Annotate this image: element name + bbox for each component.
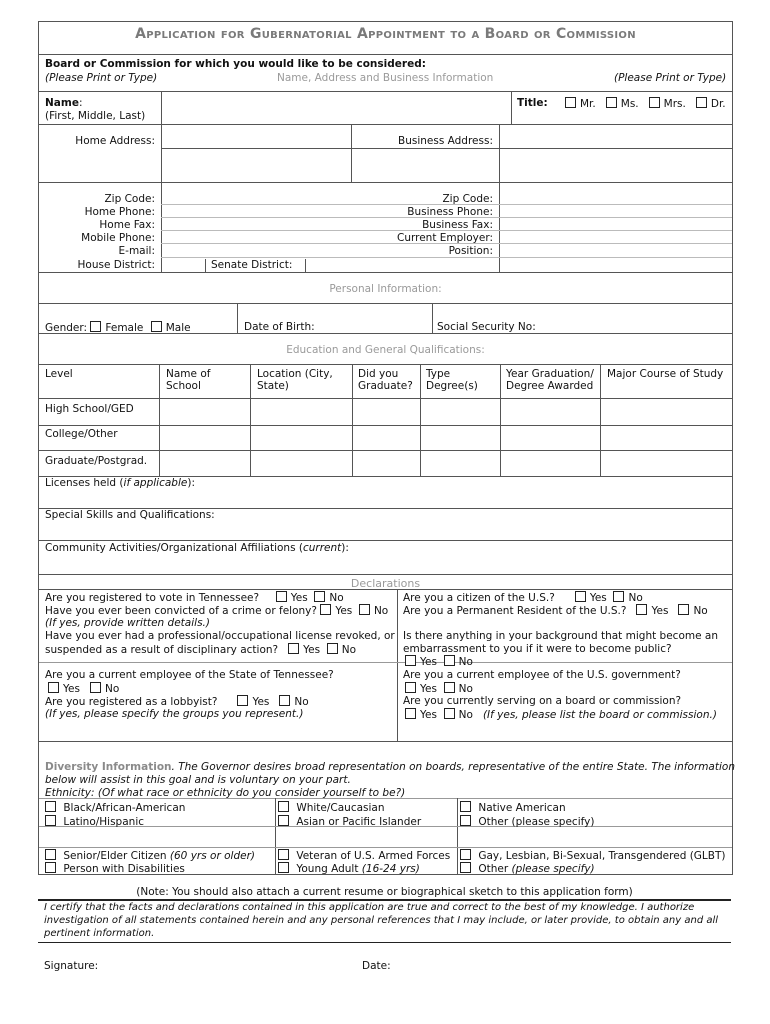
asian-checkbox[interactable] <box>278 815 289 826</box>
female-checkbox[interactable] <box>90 321 101 332</box>
house-district-label: House District: <box>77 259 155 271</box>
ethnicity-latino: Latino/Hispanic <box>45 815 144 828</box>
date-of-birth-label: Date of Birth: <box>244 321 315 333</box>
crime-question: Have you ever been convicted of a crime or felony? Yes No <box>45 605 389 617</box>
citizen-question: Are you a citizen of the U.S.? Yes No <box>403 592 643 604</box>
col-school-name: Name of School <box>166 368 211 392</box>
white-checkbox[interactable] <box>278 801 289 812</box>
business-fax-label: Business Fax: <box>422 219 493 231</box>
certification-line3: pertinent information. <box>44 928 155 939</box>
vote-question: Are you registered to vote in Tennessee? Yes No <box>45 592 344 604</box>
background-options: Yes No <box>405 655 473 668</box>
resident-yes-checkbox[interactable] <box>636 604 647 615</box>
current-employer-label: Current Employer: <box>397 232 493 244</box>
position-label: Position: <box>448 245 493 257</box>
row-graduate: Graduate/Postgrad. <box>45 455 148 467</box>
veteran-option: Veteran of U.S. Armed Forces <box>278 849 450 862</box>
ssn-label: Social Security No: <box>437 321 536 333</box>
citizen-yes-checkbox[interactable] <box>575 591 586 602</box>
mobile-phone-label: Mobile Phone: <box>81 232 155 244</box>
signature-label: Signature: <box>44 960 99 972</box>
us-employee-question: Are you a current employee of the U.S. government? <box>403 669 681 681</box>
state-emp-no-checkbox[interactable] <box>90 682 101 693</box>
background-no-checkbox[interactable] <box>444 655 455 666</box>
education-section: Education and General Qualifications: <box>286 344 485 356</box>
business-address-field[interactable] <box>501 150 729 180</box>
black-checkbox[interactable] <box>45 801 56 812</box>
vote-yes-checkbox[interactable] <box>276 591 287 602</box>
glbt-checkbox[interactable] <box>460 849 471 860</box>
application-form <box>38 21 733 875</box>
state-employee-options: Yes No <box>48 682 119 695</box>
date-label: Date: <box>362 960 391 972</box>
other-option: Other (please specify) <box>460 862 595 875</box>
latino-checkbox[interactable] <box>45 815 56 826</box>
ethnicity-black: Black/African-American <box>45 801 185 814</box>
home-address-field[interactable] <box>163 150 349 180</box>
crime-note: (If yes, provide written details.) <box>45 617 210 629</box>
ethnicity-other-checkbox[interactable] <box>460 815 471 826</box>
serving-question: Are you currently serving on a board or commission? <box>403 695 682 707</box>
lobbyist-note: (If yes, please specify the groups you represent.) <box>45 708 304 720</box>
license-yes-checkbox[interactable] <box>288 643 299 654</box>
form-title: Application for Gubernatorial Appointment to a Board or Commission <box>135 26 636 42</box>
business-phone-label: Business Phone: <box>407 206 493 218</box>
attachment-note: (Note: You should also attach a current resume or biographical sketch to this application form) <box>136 886 633 898</box>
background-yes-checkbox[interactable] <box>405 655 416 666</box>
print-instruction-left: (Please Print or Type) <box>45 72 158 84</box>
ethnicity-native: Native American <box>460 801 566 814</box>
row-high-school: High School/GED <box>45 403 134 415</box>
crime-yes-checkbox[interactable] <box>320 604 331 615</box>
resident-no-checkbox[interactable] <box>678 604 689 615</box>
license-revoked-question-line1: Have you ever had a professional/occupational license revoked, or <box>45 630 395 642</box>
disability-checkbox[interactable] <box>45 862 56 873</box>
serving-yes-checkbox[interactable] <box>405 708 416 719</box>
diversity-intro: Diversity Information. The Governor desires broad representation on boards, representative of the entire State. The information <box>45 761 735 773</box>
license-revoked-question-line2: suspended as a result of disciplinary action? Yes No <box>45 644 357 656</box>
skills-label: Special Skills and Qualifications: <box>45 509 215 521</box>
licenses-label: Licenses held (if applicable): <box>45 477 195 489</box>
ethnicity-other: Other (please specify) <box>460 815 594 828</box>
col-degree-type: Type Degree(s) <box>426 368 478 392</box>
title-options: Mr. Ms. Mrs. Dr. <box>565 97 726 110</box>
certification-line1: I certify that the facts and declarations contained in this application are true and correct to the best of my knowledge. I authorize <box>44 902 695 913</box>
vote-no-checkbox[interactable] <box>314 591 325 602</box>
young-adult-checkbox[interactable] <box>278 862 289 873</box>
date-field[interactable] <box>398 958 598 974</box>
home-phone-label: Home Phone: <box>84 206 155 218</box>
us-employee-options: Yes No <box>405 682 473 695</box>
native-checkbox[interactable] <box>460 801 471 812</box>
name-label: Name: <box>45 97 83 109</box>
senate-district-label: Senate District: <box>211 259 293 271</box>
home-address-label: Home Address: <box>75 135 155 147</box>
us-emp-no-checkbox[interactable] <box>444 682 455 693</box>
gender-field: Gender: Female Male <box>45 322 191 334</box>
ethnicity-question: Ethnicity: (Of what race or ethnicity do you consider yourself to be?) <box>45 787 406 799</box>
zip-code-label: Zip Code: <box>104 193 155 205</box>
lobbyist-no-checkbox[interactable] <box>279 695 290 706</box>
veteran-checkbox[interactable] <box>278 849 289 860</box>
crime-no-checkbox[interactable] <box>359 604 370 615</box>
community-label: Community Activities/Organizational Affiliations (current): <box>45 542 349 554</box>
certification-line2: investigation of all statements contained herein and any personal references that I may include, or later provide, to obtain any and all <box>44 915 719 926</box>
background-question-line2: embarrassment to you if it were to become public? <box>403 643 672 655</box>
lobbyist-question: Are you registered as a lobbyist? Yes No <box>45 696 309 708</box>
disability-option: Person with Disabilities <box>45 862 185 875</box>
citizen-no-checkbox[interactable] <box>613 591 624 602</box>
senior-option: Senior/Elder Citizen (60 yrs or older) <box>45 849 255 862</box>
license-no-checkbox[interactable] <box>327 643 338 654</box>
signature-field[interactable] <box>106 958 346 974</box>
dr-checkbox[interactable] <box>696 97 707 108</box>
glbt-option: Gay, Lesbian, Bi-Sexual, Transgendered (GLBT) <box>460 849 726 862</box>
diversity-intro-line2: below will assist in this goal and is voluntary on your part. <box>45 774 351 786</box>
ethnicity-white: White/Caucasian <box>278 801 385 814</box>
board-label: Board or Commission for which you would like to be considered: <box>45 58 426 70</box>
other-checkbox[interactable] <box>460 862 471 873</box>
declarations-section: Declarations <box>350 577 421 590</box>
personal-info-section: Personal Information: <box>329 283 442 295</box>
state-emp-yes-checkbox[interactable] <box>48 682 59 693</box>
male-checkbox[interactable] <box>151 321 162 332</box>
name-field[interactable] <box>163 94 509 122</box>
ethnicity-asian: Asian or Pacific Islander <box>278 815 421 828</box>
lobbyist-yes-checkbox[interactable] <box>237 695 248 706</box>
row-college: College/Other <box>45 428 118 440</box>
resident-question: Are you a Permanent Resident of the U.S.? Yes No <box>403 605 708 617</box>
col-year-graduation: Year Graduation/ Degree Awarded <box>506 368 594 392</box>
ms-checkbox[interactable] <box>606 97 617 108</box>
business-address-label: Business Address: <box>398 135 493 147</box>
mrs-checkbox[interactable] <box>649 97 660 108</box>
col-level: Level <box>45 368 73 380</box>
home-fax-label: Home Fax: <box>99 219 155 231</box>
col-graduate: Did you Graduate? <box>358 368 413 392</box>
serving-no-checkbox[interactable] <box>444 708 455 719</box>
state-employee-question: Are you a current employee of the State of Tennessee? <box>45 669 334 681</box>
section-name-address: Name, Address and Business Information <box>277 72 494 84</box>
name-sub-label: (First, Middle, Last) <box>45 110 146 122</box>
email-label: E-mail: <box>118 245 155 257</box>
col-major: Major Course of Study <box>607 368 724 380</box>
background-question-line1: Is there anything in your background that might become an <box>403 630 718 642</box>
print-instruction-right: (Please Print or Type) <box>614 72 727 84</box>
col-location: Location (City, State) <box>257 368 333 392</box>
us-emp-yes-checkbox[interactable] <box>405 682 416 693</box>
title-label: Title: <box>517 97 548 109</box>
young-adult-option: Young Adult (16-24 yrs) <box>278 862 420 875</box>
senior-checkbox[interactable] <box>45 849 56 860</box>
business-zip-label: Zip Code: <box>442 193 493 205</box>
mr-checkbox[interactable] <box>565 97 576 108</box>
serving-options: Yes No (If yes, please list the board or commission.) <box>405 708 717 721</box>
